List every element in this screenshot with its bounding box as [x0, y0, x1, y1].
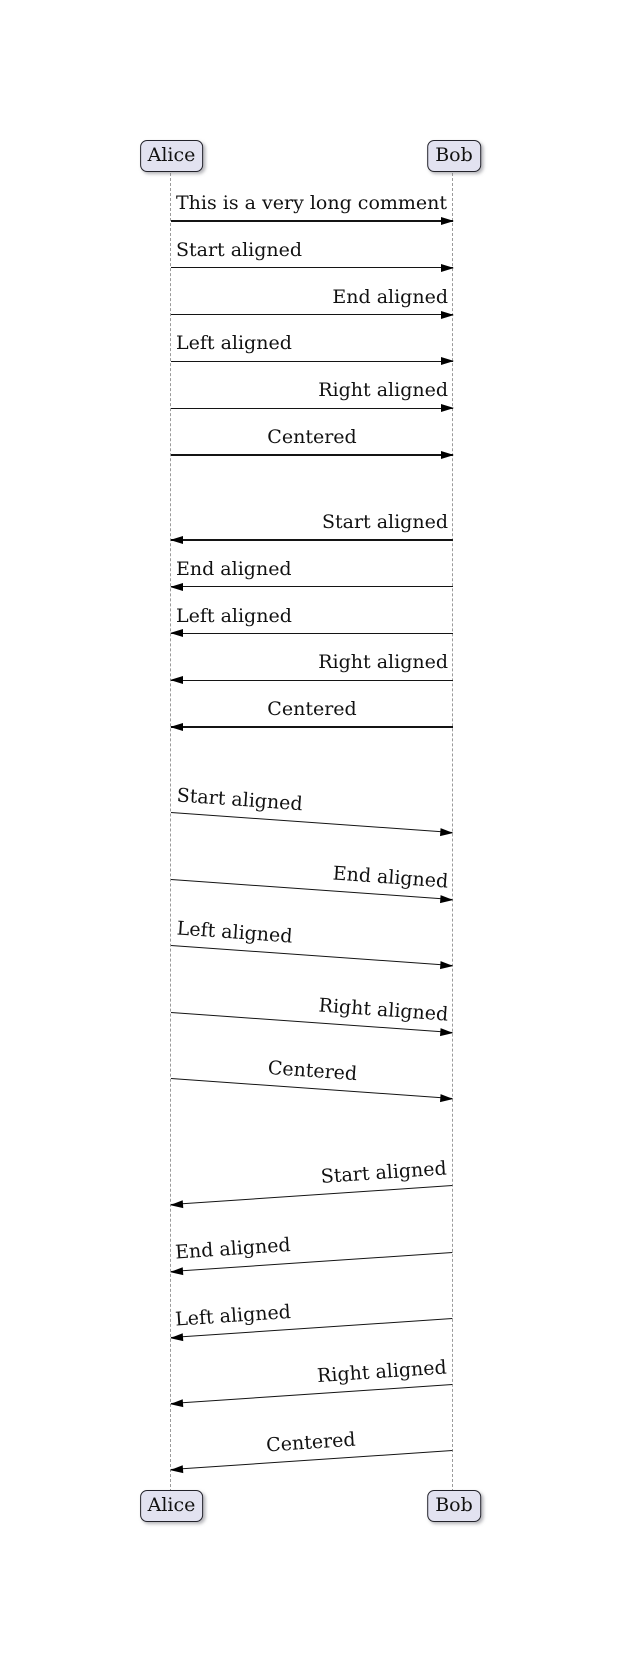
message-arrow-rtl-horizontal-1: [171, 586, 453, 587]
arrowhead-icon: [440, 961, 454, 970]
arrowhead-icon: [170, 629, 183, 637]
actor-alice-top: Alice: [140, 140, 204, 172]
message-label-ltr-horizontal-4: Right aligned: [318, 379, 448, 402]
message-label-rtl-slanted-1: End aligned: [174, 1234, 292, 1264]
arrowhead-icon: [170, 1266, 184, 1275]
arrowhead-icon: [441, 264, 454, 272]
arrowhead-icon: [441, 404, 454, 412]
message-label-rtl-horizontal-1: End aligned: [176, 557, 292, 580]
message-label-ltr-slanted-1: End aligned: [332, 861, 449, 893]
message-arrow-rtl-horizontal-0: [171, 539, 453, 540]
message-arrow-rtl-horizontal-2: [171, 633, 453, 634]
message-arrow-ltr-horizontal-3: [171, 361, 453, 362]
message-arrow-rtl-horizontal-3: [171, 680, 453, 681]
arrowhead-icon: [440, 1094, 454, 1103]
actor-bob-bottom: Bob: [427, 1490, 481, 1522]
message-label-rtl-horizontal-2: Left aligned: [176, 604, 292, 627]
arrowhead-icon: [440, 895, 454, 904]
message-label-ltr-horizontal-1: Start aligned: [176, 238, 303, 261]
message-label-ltr-slanted-2: Left aligned: [176, 917, 294, 948]
message-label-ltr-slanted-4: Centered: [267, 1056, 358, 1086]
message-label-ltr-horizontal-3: Left aligned: [176, 332, 292, 355]
arrowhead-icon: [170, 676, 183, 684]
message-arrow-ltr-horizontal-5: [171, 454, 453, 455]
arrowhead-icon: [441, 357, 454, 365]
message-label-ltr-horizontal-2: End aligned: [332, 285, 448, 308]
message-label-ltr-slanted-3: Right aligned: [317, 993, 449, 1026]
message-arrow-ltr-horizontal-2: [171, 314, 453, 315]
message-label-ltr-horizontal-5: Centered: [267, 426, 357, 448]
arrowhead-icon: [170, 536, 183, 544]
actor-alice-bottom: Alice: [140, 1490, 204, 1522]
message-label-rtl-horizontal-4: Centered: [267, 698, 357, 720]
arrowhead-icon: [170, 583, 183, 591]
message-arrow-ltr-horizontal-1: [171, 267, 453, 268]
message-arrow-rtl-horizontal-4: [171, 726, 453, 727]
lifeline-alice: [170, 173, 171, 1492]
arrowhead-icon: [170, 723, 183, 731]
actor-bob-top: Bob: [427, 140, 481, 172]
arrowhead-icon: [440, 1028, 454, 1037]
message-arrow-ltr-horizontal-4: [171, 408, 453, 409]
message-label-rtl-horizontal-0: Start aligned: [321, 511, 448, 533]
arrowhead-icon: [170, 1399, 184, 1408]
arrowhead-icon: [441, 311, 454, 319]
arrowhead-icon: [170, 1333, 184, 1342]
arrowhead-icon: [441, 451, 454, 459]
message-label-rtl-slanted-3: Right aligned: [316, 1356, 448, 1387]
arrowhead-icon: [441, 217, 454, 225]
message-label-rtl-slanted-2: Left aligned: [174, 1300, 292, 1331]
arrowhead-icon: [170, 1465, 184, 1474]
message-label-ltr-horizontal-0: This is a very long comment: [176, 192, 448, 214]
message-label-rtl-slanted-4: Centered: [265, 1428, 357, 1457]
arrowhead-icon: [440, 828, 454, 837]
message-arrow-ltr-horizontal-0: [171, 220, 453, 221]
message-label-rtl-slanted-0: Start aligned: [320, 1157, 448, 1188]
arrowhead-icon: [170, 1200, 184, 1209]
message-label-rtl-horizontal-3: Right aligned: [318, 651, 448, 674]
message-label-ltr-slanted-0: Start aligned: [176, 784, 304, 816]
